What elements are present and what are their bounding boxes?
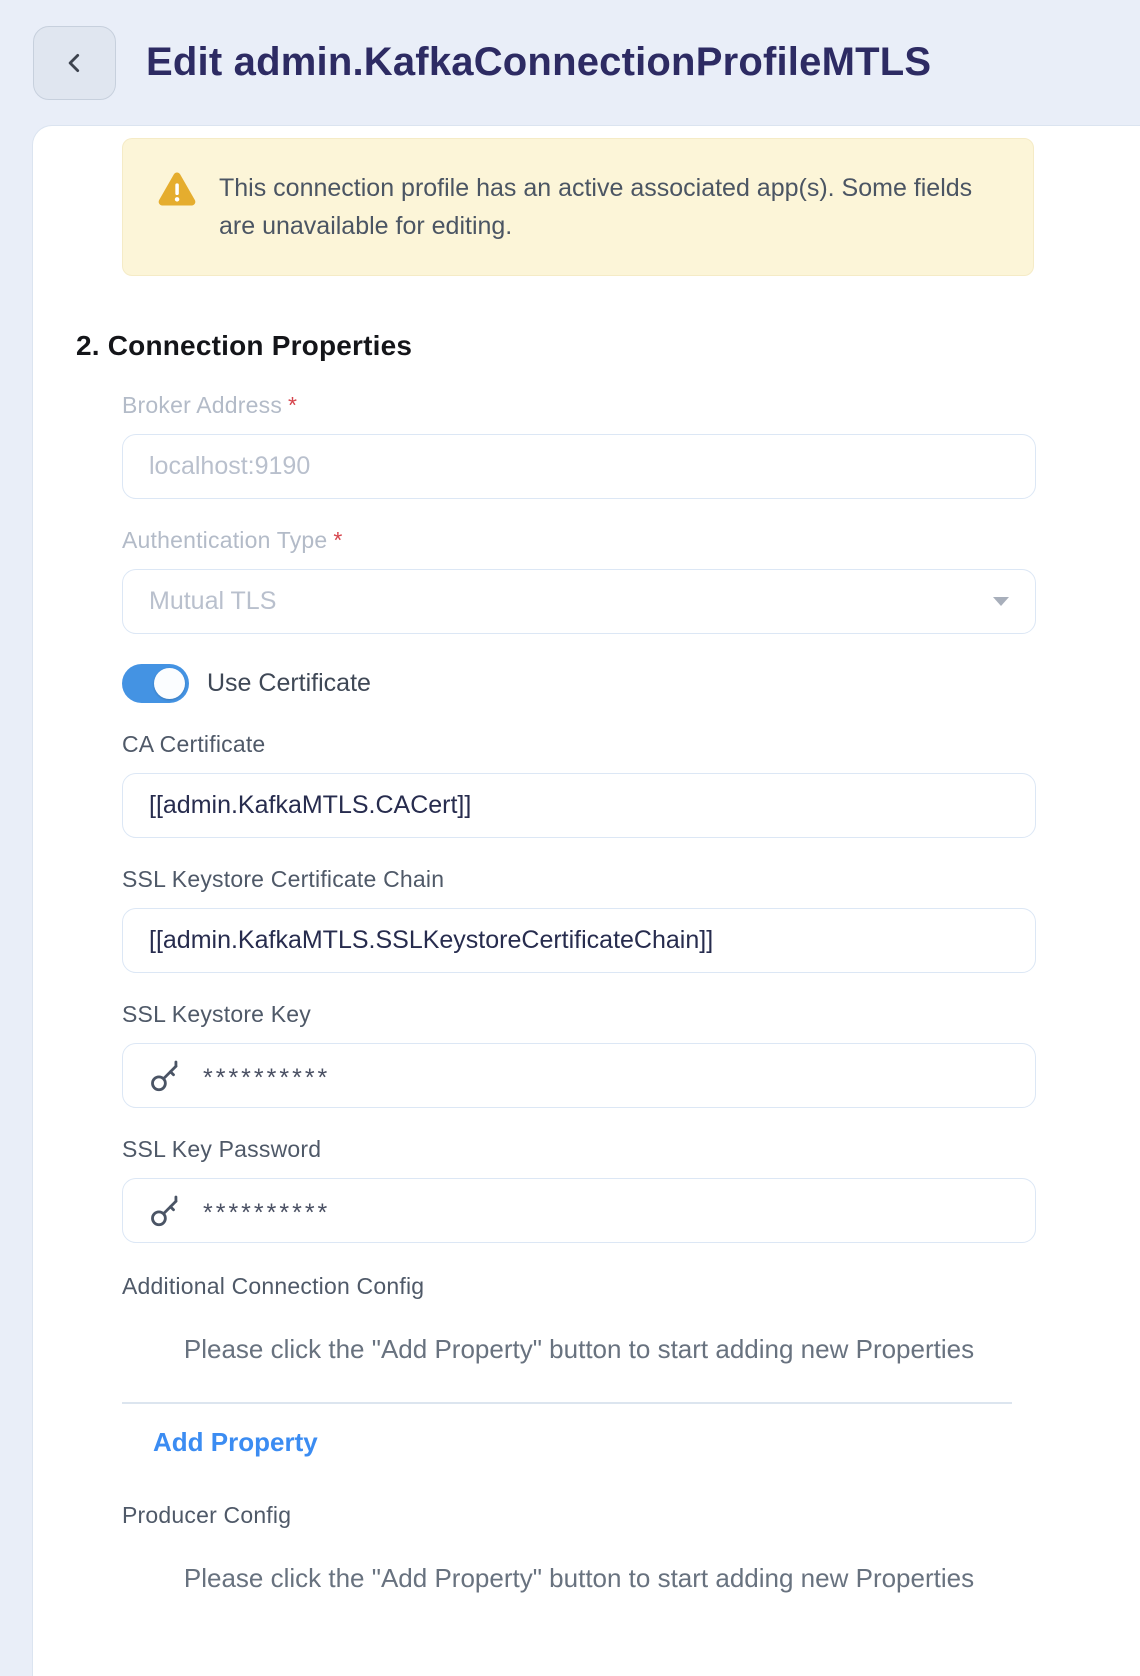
divider [122,1402,1012,1404]
additional-connection-config-label: Additional Connection Config [122,1273,425,1299]
warning-triangle-icon [157,171,197,209]
use-certificate-toggle[interactable] [122,664,189,703]
broker-address-label: Broker Address * [122,392,298,418]
warning-message: This connection profile has an active associated app(s). Some fields are unavailable for editing. [219,174,973,240]
additional-config-empty-message: Please click the "Add Property" button to start adding new Properties [183,1334,975,1364]
content-card [32,125,1140,1676]
ssl-keystore-key-field[interactable] [122,1043,1036,1108]
section-heading-connection-properties: 2. Connection Properties [76,330,413,361]
warning-banner [122,138,1034,276]
connection-properties-form [122,392,1036,1597]
ssl-keystore-chain-input[interactable] [122,908,1036,973]
ssl-key-password-input[interactable] [203,1193,1009,1228]
producer-config-label: Producer Config [122,1502,292,1528]
ssl-keystore-chain-label: SSL Keystore Certificate Chain [122,866,445,892]
back-button[interactable] [33,26,116,100]
page-title: Edit admin.KafkaConnectionProfileMTLS [146,40,932,84]
required-marker: * [333,527,343,553]
page-header [0,0,1140,125]
broker-address-input[interactable] [122,434,1036,499]
authentication-type-label: Authentication Type * [122,527,343,553]
key-icon [149,1194,181,1228]
producer-config-empty-message: Please click the "Add Property" button to start adding new Properties [183,1563,975,1593]
required-marker: * [288,392,298,418]
ssl-key-password-label: SSL Key Password [122,1136,322,1162]
use-certificate-row [122,664,1036,703]
authentication-type-select[interactable] [122,569,1036,634]
authentication-type-value: Mutual TLS [149,587,277,615]
ca-certificate-label: CA Certificate [122,731,266,757]
toggle-knob [154,668,185,699]
ssl-keystore-key-label: SSL Keystore Key [122,1001,311,1027]
chevron-left-icon [62,50,88,76]
ssl-key-password-field[interactable] [122,1178,1036,1243]
key-icon [149,1059,181,1093]
ssl-keystore-key-input[interactable] [203,1058,1009,1093]
chevron-down-icon [993,597,1009,606]
ca-certificate-input[interactable] [122,773,1036,838]
use-certificate-label: Use Certificate [207,669,371,697]
add-property-button[interactable]: Add Property [153,1427,318,1457]
